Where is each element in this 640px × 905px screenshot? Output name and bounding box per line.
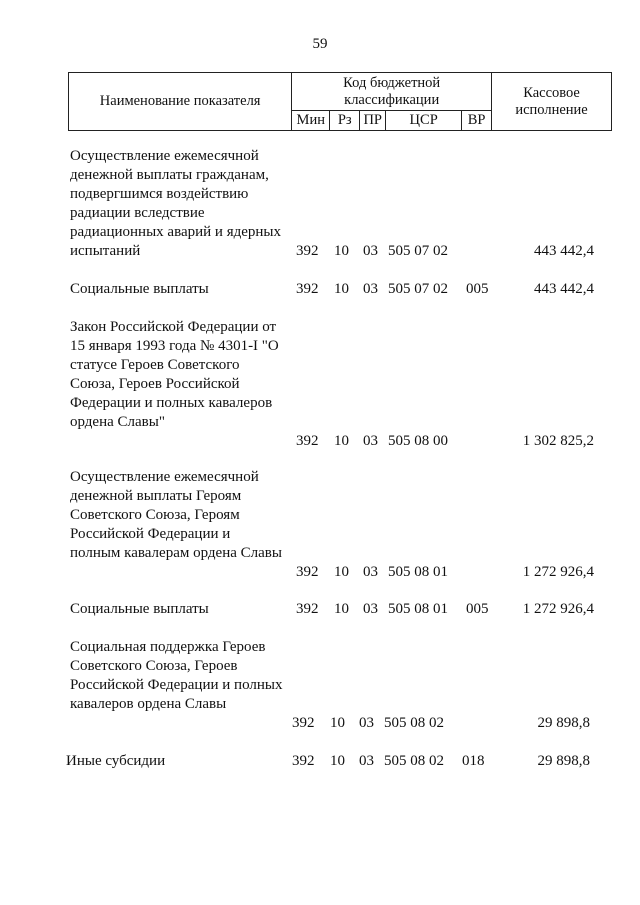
row-name: Осуществление ежемесячной денежной выплаты Героям Советского Союза, Героям Российской Федерации и полным кавалерам ордена Славы (70, 469, 282, 561)
row-amount: 1 272 926,4 (522, 564, 594, 580)
row-rz: 10 (330, 715, 345, 731)
row-csr: 505 08 01 (388, 601, 448, 617)
row-amount: 1 302 825,2 (522, 433, 594, 449)
header-csr: ЦСР (386, 111, 462, 131)
row-min: 392 (296, 564, 319, 580)
row-csr: 505 08 02 (384, 753, 444, 769)
row-name: Иные субсидии (66, 753, 166, 769)
table-row (0, 147, 640, 261)
header-min: Мин (292, 111, 330, 131)
header-name: Наименование показателя (69, 73, 292, 131)
page-number: 59 (312, 36, 328, 52)
row-csr: 505 07 02 (388, 281, 448, 297)
row-name: Социальные выплаты (70, 281, 209, 297)
row-rz: 10 (334, 281, 349, 297)
table-row (0, 600, 640, 619)
row-min: 392 (292, 753, 315, 769)
row-rz: 10 (334, 243, 349, 259)
row-rz: 10 (334, 433, 349, 449)
row-pr: 03 (363, 564, 378, 580)
row-amount: 443 442,4 (534, 243, 594, 259)
row-vr: 018 (462, 753, 485, 769)
row-name: Осуществление ежемесячной денежной выплаты гражданам, подвергшимся воздействию радиации вследствие радиационных аварий и ядерных испытаний (70, 148, 281, 259)
row-pr: 03 (359, 715, 374, 731)
table-row (0, 752, 640, 771)
header-amount: Кассовое исполнение (492, 73, 612, 131)
row-pr: 03 (363, 243, 378, 259)
row-csr: 505 08 02 (384, 715, 444, 731)
row-min: 392 (296, 601, 319, 617)
row-rz: 10 (334, 564, 349, 580)
row-csr: 505 08 00 (388, 433, 448, 449)
table-row (0, 468, 640, 582)
row-pr: 03 (363, 433, 378, 449)
table-row (0, 280, 640, 299)
header-pr: ПР (360, 111, 386, 131)
row-amount: 29 898,8 (537, 715, 590, 731)
row-name: Социальная поддержка Героев Советского Союза, Героев Российской Федерации и полных кавалеров ордена Славы (70, 639, 283, 712)
row-pr: 03 (363, 281, 378, 297)
row-amount: 29 898,8 (537, 753, 590, 769)
table-row (0, 638, 640, 733)
row-name: Социальные выплаты (70, 601, 209, 617)
row-rz: 10 (330, 753, 345, 769)
row-rz: 10 (334, 601, 349, 617)
row-amount: 443 442,4 (534, 281, 594, 297)
row-min: 392 (296, 243, 319, 259)
row-vr: 005 (466, 281, 489, 297)
row-amount: 1 272 926,4 (522, 601, 594, 617)
table-row (0, 318, 640, 451)
row-min: 392 (296, 433, 319, 449)
row-pr: 03 (363, 601, 378, 617)
header-code-group: Код бюджетной классификации (292, 73, 492, 111)
row-csr: 505 07 02 (388, 243, 448, 259)
header-vr: ВР (462, 111, 492, 131)
row-name: Закон Российской Федерации от 15 января 1993 года № 4301-I "О статусе Героев Советского Союза, Героев Российской Федерации и полных кавалеров ордена Славы" (70, 319, 279, 430)
row-min: 392 (296, 281, 319, 297)
table-header (68, 72, 612, 131)
header-rz: Рз (330, 111, 360, 131)
row-pr: 03 (359, 753, 374, 769)
row-csr: 505 08 01 (388, 564, 448, 580)
row-min: 392 (292, 715, 315, 731)
row-vr: 005 (466, 601, 489, 617)
